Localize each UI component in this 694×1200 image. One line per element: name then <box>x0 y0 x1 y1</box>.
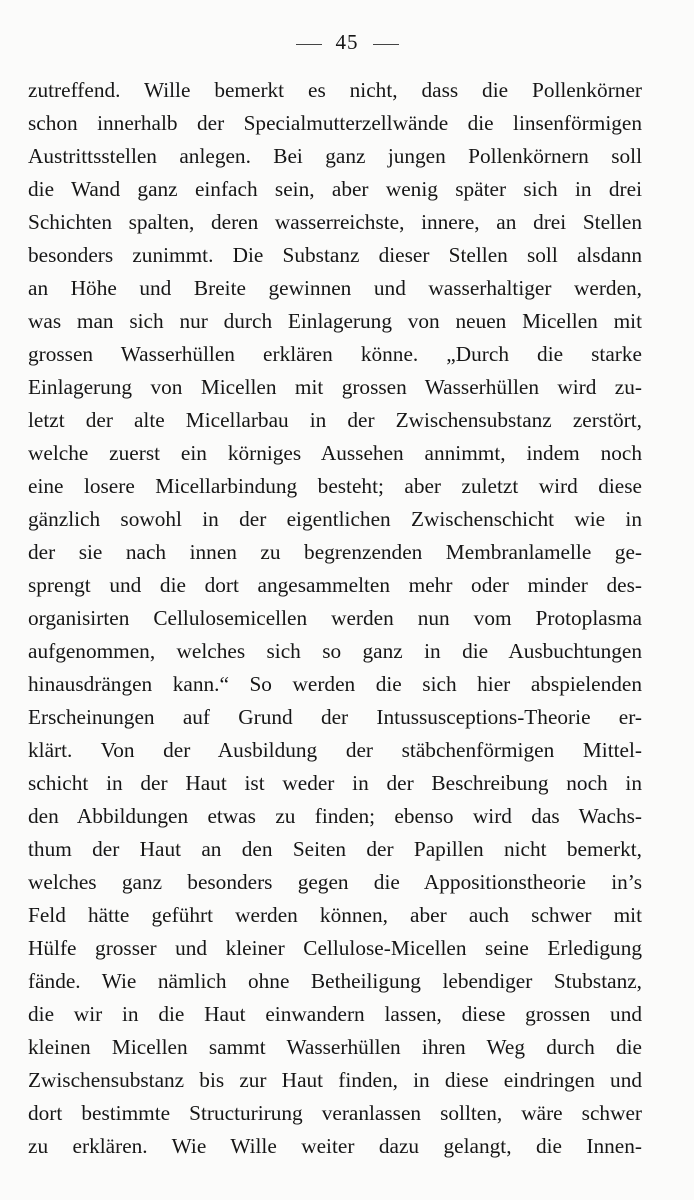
text-line: was man sich nur durch Einlagerung von neuen Micellen mit <box>28 309 642 333</box>
text-line: die Wand ganz einfach sein, aber wenig später sich in drei <box>28 177 642 201</box>
header-dash-left <box>296 44 322 45</box>
text-line: grossen Wasserhüllen erklären könne. „Durch die starke <box>28 342 642 366</box>
text-line: thum der Haut an den Seiten der Papillen nicht bemerkt, <box>28 837 642 861</box>
text-line: klärt. Von der Ausbildung der stäbchenförmigen Mittel- <box>28 738 642 762</box>
text-line: schicht in der Haut ist weder in der Beschreibung noch in <box>28 771 642 795</box>
body-text <box>28 74 642 1163</box>
text-line: letzt der alte Micellarbau in der Zwischensubstanz zerstört, <box>28 408 642 432</box>
text-line: Erscheinungen auf Grund der Intussusceptions-Theorie er- <box>28 705 642 729</box>
text-line: den Abbildungen etwas zu finden; ebenso wird das Wachs- <box>28 804 642 828</box>
text-line: welche zuerst ein körniges Aussehen annimmt, indem noch <box>28 441 642 465</box>
text-line: Feld hätte geführt werden können, aber auch schwer mit <box>28 903 642 927</box>
text-line: Zwischensubstanz bis zur Haut finden, in diese eindringen und <box>28 1068 642 1092</box>
text-line: der sie nach innen zu begrenzenden Membranlamelle ge- <box>28 540 642 564</box>
text-line: Schichten spalten, deren wasserreichste, innere, an drei Stellen <box>28 210 642 234</box>
text-line: organisirten Cellulosemicellen werden nun vom Protoplasma <box>28 606 642 630</box>
text-line: die wir in die Haut einwandern lassen, diese grossen und <box>28 1002 642 1026</box>
text-line: zu erklären. Wie Wille weiter dazu gelangt, die Innen- <box>28 1134 642 1158</box>
text-line: gänzlich sowohl in der eigentlichen Zwischenschicht wie in <box>28 507 642 531</box>
text-line: eine losere Micellarbindung besteht; aber zuletzt wird diese <box>28 474 642 498</box>
text-line: Austrittsstellen anlegen. Bei ganz jungen Pollenkörnern soll <box>28 144 642 168</box>
text-line: Einlagerung von Micellen mit grossen Wasserhüllen wird zu- <box>28 375 642 399</box>
text-line: fände. Wie nämlich ohne Betheiligung lebendiger Stubstanz, <box>28 969 642 993</box>
text-line: besonders zunimmt. Die Substanz dieser Stellen soll alsdann <box>28 243 642 267</box>
text-line: an Höhe und Breite gewinnen und wasserhaltiger werden, <box>28 276 642 300</box>
page-number: 45 <box>335 30 359 54</box>
text-line: welches ganz besonders gegen die Appositionstheorie in’s <box>28 870 642 894</box>
text-line: hinausdrängen kann.“ So werden die sich hier abspielenden <box>28 672 642 696</box>
text-line: Hülfe grosser und kleiner Cellulose-Micellen seine Erledigung <box>28 936 642 960</box>
text-line: sprengt und die dort angesammelten mehr oder minder des- <box>28 573 642 597</box>
text-line: zutreffend. Wille bemerkt es nicht, dass die Pollenkörner <box>28 78 642 102</box>
header-dash-right <box>373 44 399 45</box>
text-line: aufgenommen, welches sich so ganz in die Ausbuchtungen <box>28 639 642 663</box>
text-line: kleinen Micellen sammt Wasserhüllen ihren Weg durch die <box>28 1035 642 1059</box>
text-line: schon innerhalb der Specialmutterzellwände die linsenförmigen <box>28 111 642 135</box>
text-line: dort bestimmte Structurirung veranlassen sollten, wäre schwer <box>28 1101 642 1125</box>
page-header <box>0 30 694 55</box>
